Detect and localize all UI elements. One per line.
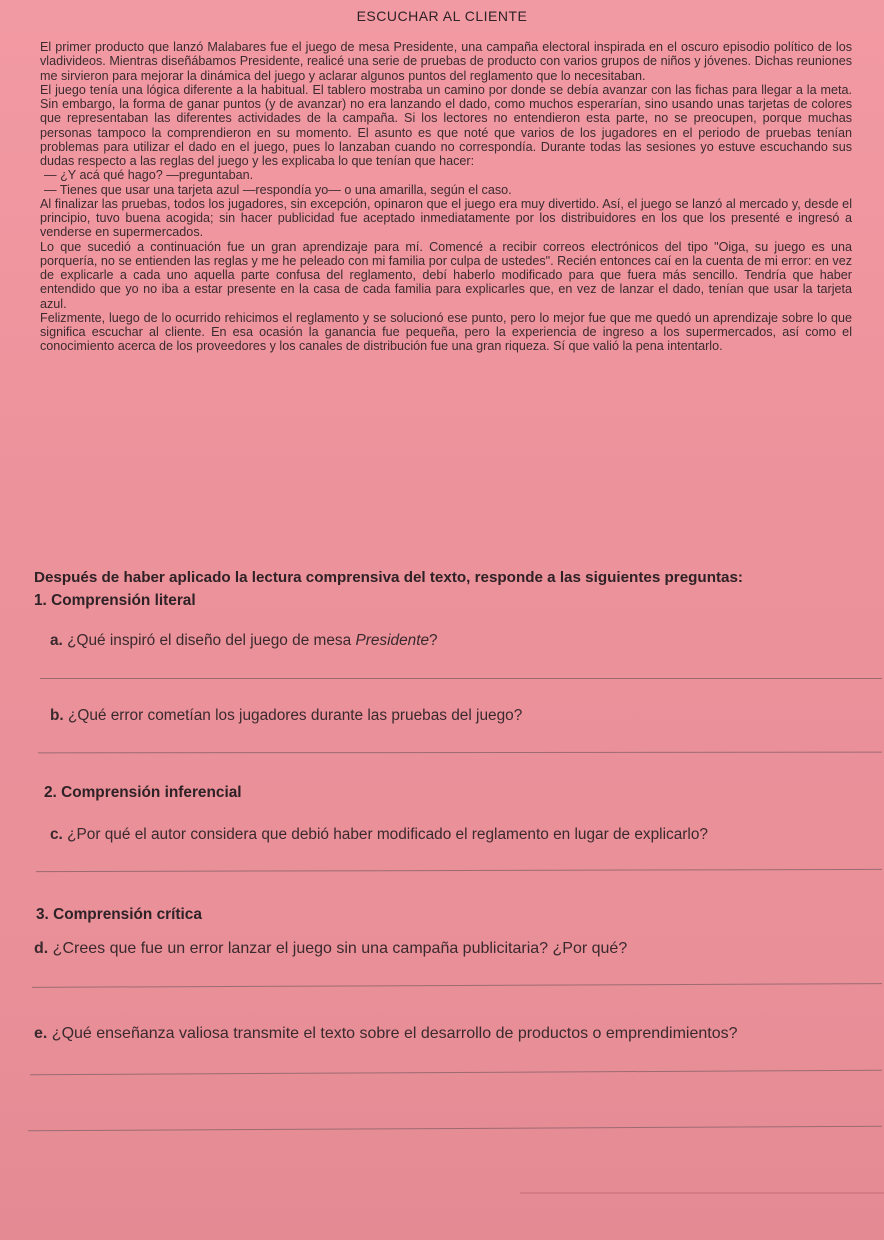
section-literal-heading: 1. Comprensión literal — [34, 592, 196, 609]
dialogue-line-2: — Tienes que usar una tarjeta azul —respondía yo— o una amarilla, según el caso. — [44, 182, 512, 197]
question-a-text: ¿Qué inspiró el diseño del juego de mesa — [62, 632, 356, 649]
question-d-letter: d. — [34, 940, 49, 957]
answer-line-d[interactable] — [32, 983, 882, 988]
paragraph-1: El primer producto que lanzó Malabares fue el juego de mesa Presidente, una campaña electoral inspirada en el oscuro episodio político de los vladivideos. Mientras diseñábamos Presidente, realicé una serie de pruebas de producto con varios grupos de niños y jóvenes. Dichas reuniones me sirvieron para mejorar la dinámica del juego y aclarar algunos puntos del reglamento que lo necesitaban. — [40, 40, 852, 83]
paragraph-2: El juego tenía una lógica diferente a la habitual. El tablero mostraba un camino por donde se debía avanzar con las fichas para llegar a la meta. Sin embargo, la forma de ganar puntos (y de avanzar) no era lanzando el dado, como muchos esperarían, sino usando unas tarjetas de colores que representaban las diferentes actividades de la campaña. Si los lectores no entendieron esta parte, no se preocupen, porque muchas personas tampoco la comprendieron en su momento. El asunto es que noté que varios de los jugadores en el periodo de pruebas tenían problemas para utilizar el dado en el juego, pues lo lanzaban cuando no correspondía. Durante todas las sesiones yo estuve escuchando sus dudas respecto a las reglas del juego y les explicaba lo que tenían que hacer: — [40, 82, 852, 168]
answer-line-a[interactable] — [40, 678, 882, 679]
paragraph-4: Lo que sucedió a continuación fue un gran aprendizaje para mí. Comencé a recibir correos electrónicos del tipo "Oiga, su juego es una porquería, no se entienden las reglas y me he peleado con mi familia por culpa de ustedes". Recién entonces caí en la cuenta de mi error: en vez de explicarle a cada uno aquella parte confusa del reglamento, debí haberlo modificado para que fuera más sencillo. Tendría que haber entendido que yo no iba a estar presente en la casa de cada familia para explicarles que, en vez de lanzar el dado, tenían que usar la tarjeta azul. — [40, 239, 852, 311]
question-a-letter: a. — [50, 632, 63, 649]
page-edge-shadow — [520, 1192, 884, 1194]
question-c-letter: c. — [50, 826, 63, 843]
question-e-letter: e. — [34, 1025, 48, 1042]
question-b — [50, 707, 522, 725]
page-title: ESCUCHAR AL CLIENTE — [356, 8, 528, 24]
question-b-text: ¿Qué error cometían los jugadores durante las pruebas del juego? — [63, 707, 523, 724]
reading-passage — [40, 40, 852, 354]
question-d — [34, 940, 627, 958]
question-a-title-italic: Presidente — [355, 632, 430, 649]
answer-line-e-2[interactable] — [28, 1126, 882, 1131]
dialogue-line-1: — ¿Y acá qué hago? —preguntaban. — [44, 168, 254, 183]
question-d-text: ¿Crees que fue un error lanzar el juego sin una campaña publicitaria? ¿Por qué? — [48, 940, 628, 957]
question-c — [50, 826, 708, 844]
paragraph-5: Felizmente, luego de lo ocurrido rehicimos el reglamento y se solucionó ese punto, pero lo mejor fue que me quedó un aprendizaje sobre lo que significa escuchar al cliente. En esa ocasión la ganancia fue pequeña, pero la experiencia de ingreso a los supermercados, así como el conocimiento acerca de los proveedores y los canales de distribución fue una gran riqueza. Sí que valió la pena intentarlo. — [40, 310, 852, 354]
question-b-letter: b. — [50, 707, 64, 724]
question-e — [34, 1025, 738, 1043]
section-inferential-heading: 2. Comprensión inferencial — [44, 784, 242, 801]
question-a — [50, 632, 438, 650]
answer-line-c[interactable] — [36, 869, 882, 872]
answer-line-e-1[interactable] — [30, 1070, 882, 1075]
question-c-text: ¿Por qué el autor considera que debió haber modificado el reglamento en lugar de explicarlo? — [62, 826, 708, 843]
answer-line-b[interactable] — [38, 752, 882, 754]
paragraph-3: Al finalizar las pruebas, todos los jugadores, sin excepción, opinaron que el juego era muy divertido. Así, el juego se lanzó al mercado y, desde el principio, tuvo buena acogida; sin hacer publicidad fue aceptado inmediatamente por los distribuidores en los que los presenté e ingresó a venderse en supermercados. — [40, 196, 852, 240]
question-a-end: ? — [429, 632, 438, 649]
instructions: Después de haber aplicado la lectura comprensiva del texto, responde a las siguientes preguntas: — [34, 569, 743, 586]
section-critical-heading: 3. Comprensión crítica — [36, 906, 202, 923]
question-e-text: ¿Qué enseñanza valiosa transmite el texto sobre el desarrollo de productos o emprendimientos? — [47, 1025, 738, 1042]
